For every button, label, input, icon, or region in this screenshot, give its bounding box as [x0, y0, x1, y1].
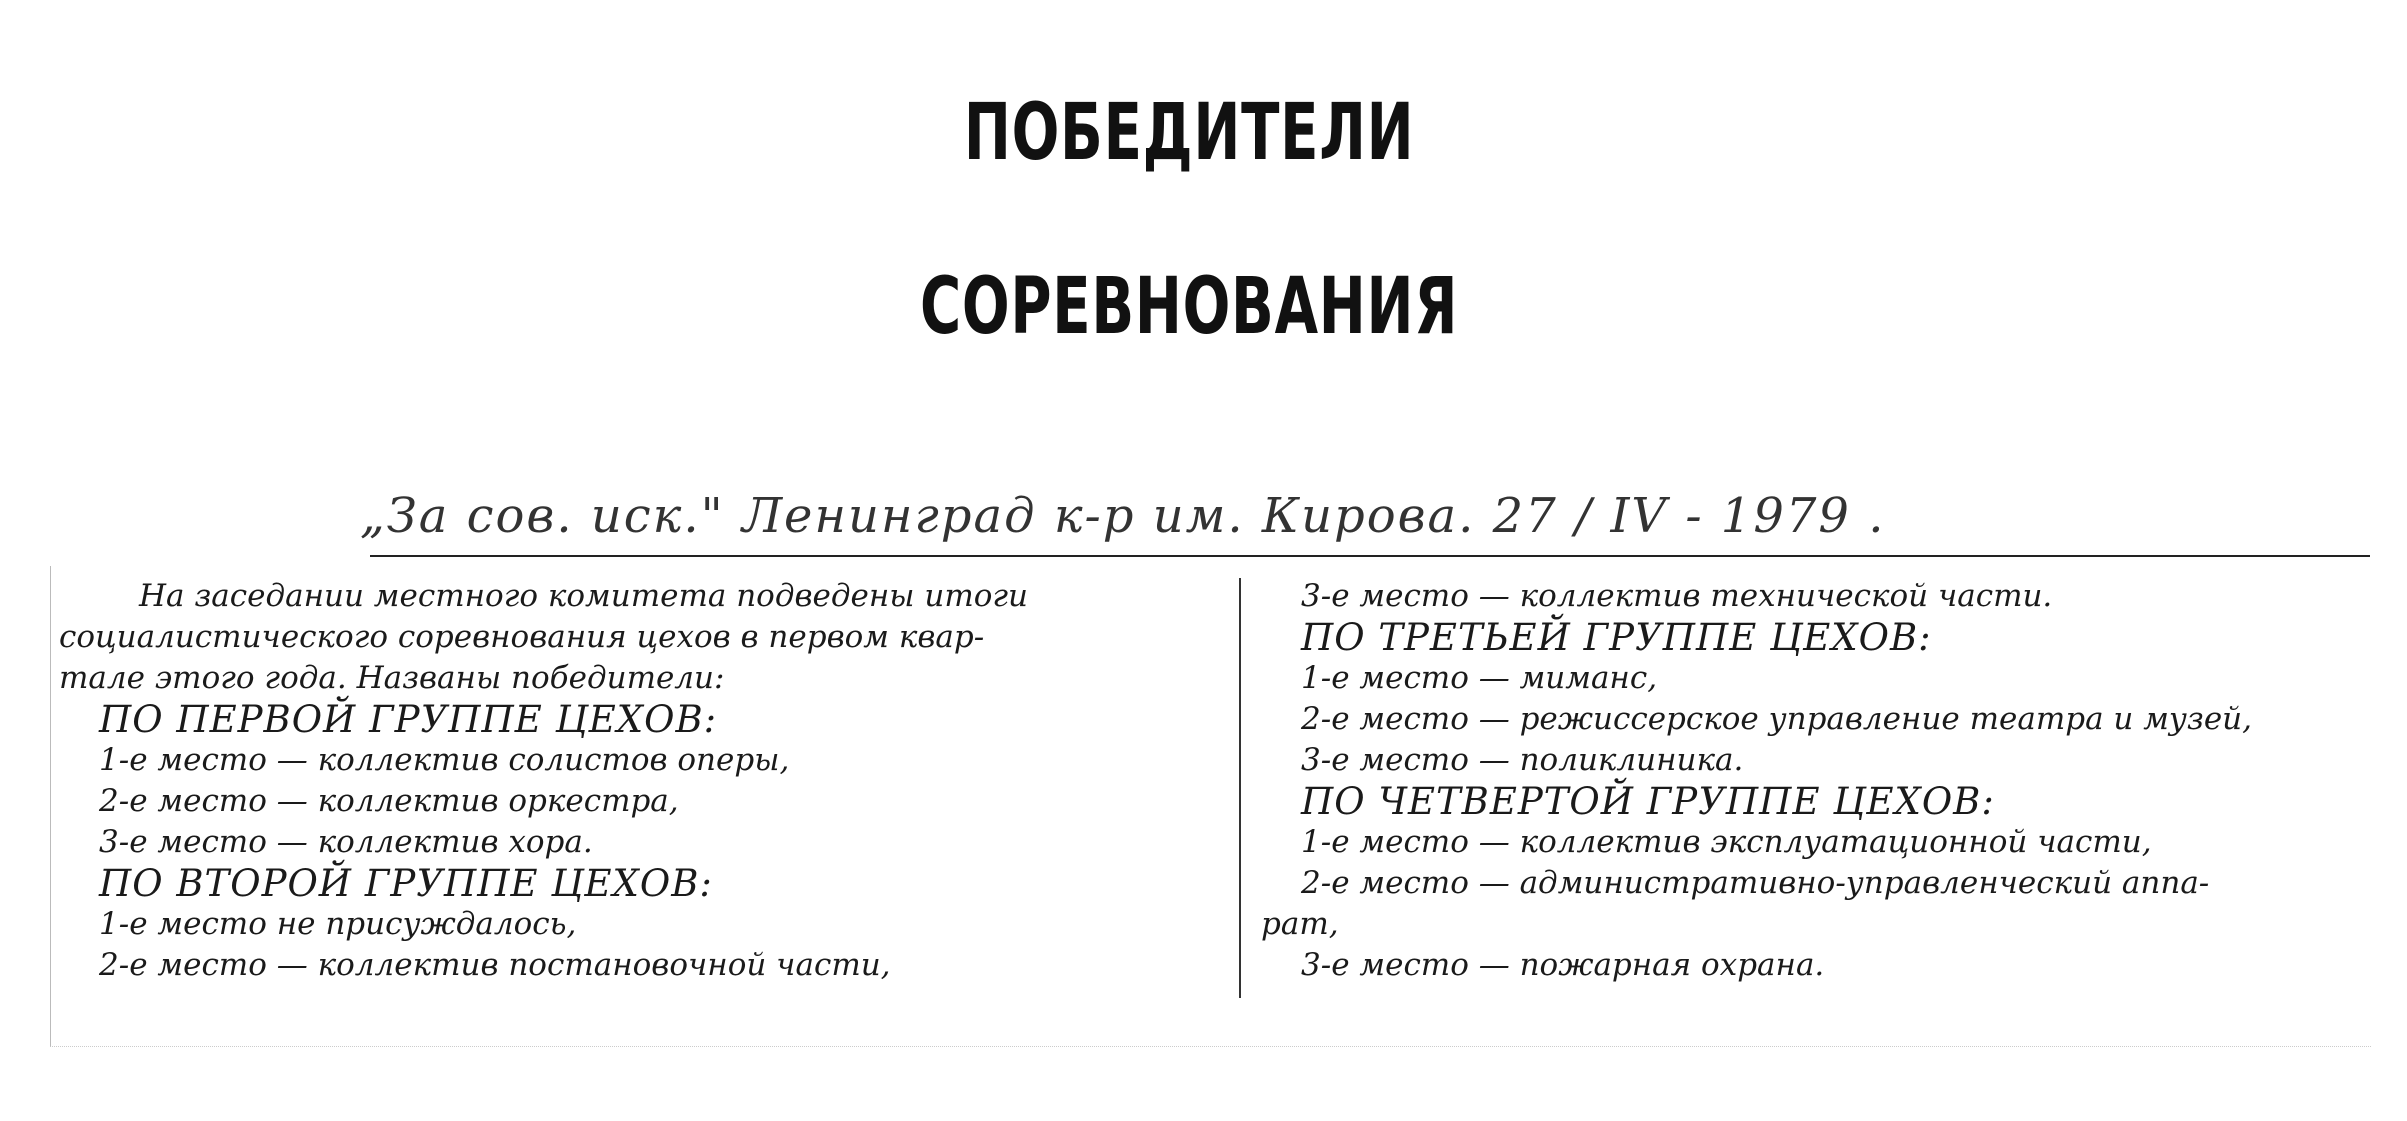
article-body: [50, 566, 2371, 1047]
group-heading: ПО ТРЕТЬЕЙ ГРУППЕ ЦЕХОВ:: [1301, 616, 1932, 659]
article-column-left: [59, 576, 1219, 986]
place-line: 2-е место — коллектив оркестра,: [99, 783, 679, 819]
place-line: 3-е место — коллектив технической части.: [1301, 578, 2053, 614]
column-divider: [1239, 578, 1241, 998]
place-line: 1-е место — коллектив солистов оперы,: [99, 742, 790, 778]
group-heading: ПО ПЕРВОЙ ГРУППЕ ЦЕХОВ:: [99, 698, 718, 741]
headline-title-line-2: СОРЕВНОВАНИЯ: [919, 262, 1459, 352]
place-line: 2-е место — коллектив постановочной части,: [99, 947, 891, 983]
place-line: 3-е место — поликлиника.: [1301, 742, 1744, 778]
place-line: 3-е место — пожарная охрана.: [1301, 947, 1825, 983]
group-heading: ПО ЧЕТВЕРТОЙ ГРУППЕ ЦЕХОВ:: [1301, 780, 1995, 823]
intro-line: На заседании местного комитета подведены итоги: [139, 578, 1029, 614]
place-line: 2-е место — административно-управленческий аппа-: [1301, 865, 2210, 901]
place-line: 1-е место — коллектив эксплуатационной части,: [1301, 824, 2152, 860]
place-line: 1-е место — миманс,: [1301, 660, 1658, 696]
source-underline-rule: [370, 555, 2370, 557]
place-line-continuation: рат,: [1261, 906, 1339, 942]
winners-list-left: [59, 699, 1219, 986]
article-column-right: [1261, 576, 2371, 986]
group-heading: ПО ВТОРОЙ ГРУППЕ ЦЕХОВ:: [99, 862, 713, 905]
intro-line: тале этого года. Названы победители:: [59, 660, 725, 696]
headline-title-line-1: ПОБЕДИТЕЛИ: [963, 88, 1415, 178]
place-line: 1-е место не присуждалось,: [99, 906, 577, 942]
place-line: 3-е место — коллектив хора.: [99, 824, 593, 860]
winners-list-right: [1261, 576, 2371, 986]
place-line: 2-е место — режиссерское управление театра и музей,: [1301, 701, 2252, 737]
handwritten-source-note: „За сов. иск." Ленинград к-р им. Кирова. 27 / IV - 1979 .: [360, 488, 1886, 544]
intro-line: социалистического соревнования цехов в первом квар-: [59, 619, 985, 655]
